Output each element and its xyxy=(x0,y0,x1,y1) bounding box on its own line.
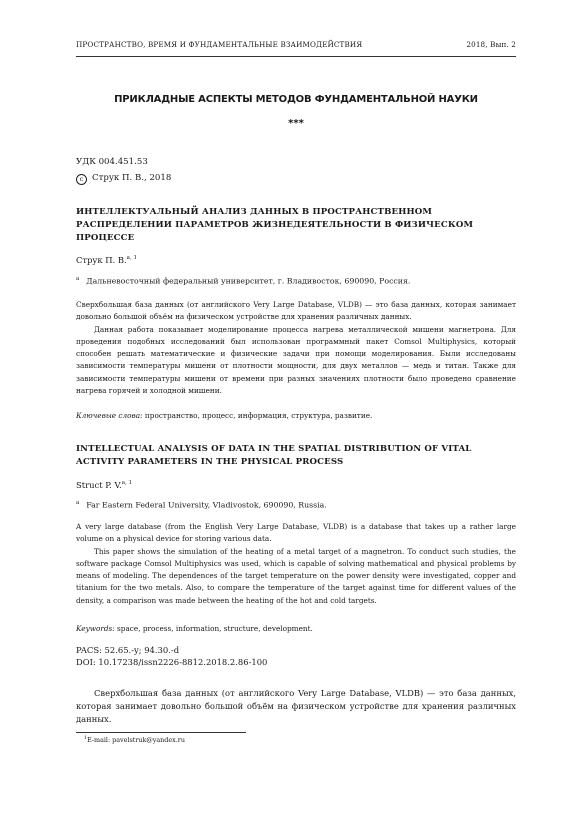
affil-text: Дальневосточный федеральный университет, г. Владивосток, 690090, Россия. xyxy=(86,276,411,286)
keywords-ru xyxy=(76,411,516,420)
running-header xyxy=(76,40,516,52)
author-name: Struct P. V. xyxy=(76,480,122,490)
keywords-label: Ключевые слова: xyxy=(76,411,143,420)
copyright-text: Струк П. В., 2018 xyxy=(92,173,172,183)
author-name: Струк П. В. xyxy=(76,255,127,265)
author-affil-mark: a, 1 xyxy=(121,480,133,487)
abstract-ru xyxy=(76,299,516,397)
keywords-label: Keywords: xyxy=(76,624,115,633)
journal-title: ПРОСТРАНСТВО, ВРЕМЯ И ФУНДАМЕНТАЛЬНЫЕ ВЗАИМОДЕЙСТВИЯ xyxy=(76,40,363,49)
body-paragraph: Сверхбольшая база данных (от английского Very Large Database, VLDB) — это база данных, которая занимает довольно большой объём на физическом устройстве для хранения различных данных. xyxy=(76,688,516,725)
pacs-code: PACS: 52.65.-y; 94.30.-d xyxy=(76,645,180,655)
doi-code: DOI: 10.17238/issn2226-8812.2018.2.86-100 xyxy=(76,657,268,667)
affil-text: Far Eastern Federal University, Vladivostok, 690090, Russia. xyxy=(86,500,327,510)
footnote-mark: 1 xyxy=(84,736,88,741)
copyright-line xyxy=(76,173,171,185)
abstract-ru-p1: Сверхбольшая база данных (от английского Very Large Database, VLDB) — это база данных, которая занимает довольно большой объём на физическом устройстве для хранения различных данных. xyxy=(76,300,516,322)
section-separator: *** xyxy=(288,118,304,129)
abstract-en-p2: This paper shows the simulation of the heating of a metal target of a magnetron. To conduct such studies, the software package Comsol Multiphysics was used, which is capable of solving mathematical and physical problems by means of modeling. The dependences of the target temperature on the power density were investigated, copper and titanium for the two metals. Also, to compare the temperature of the target against time for different values of the density, a comparison was made between the heating of the hot and cold targets. xyxy=(76,546,516,605)
affil-mark: a xyxy=(76,500,80,506)
keywords-text: пространство, процесс, информация, структура, развитие. xyxy=(144,411,373,420)
article-title-en: INTELLECTUAL ANALYSIS OF DATA IN THE SPATIAL DISTRIBUTION OF VITAL ACTIVITY PARAMETERS IN THE PHYSICAL PROCESS xyxy=(76,444,472,467)
abstract-en xyxy=(76,521,516,607)
footnote xyxy=(84,736,185,744)
header-rule xyxy=(76,56,516,57)
article-identifiers xyxy=(76,644,267,668)
author-affil-mark: a, 1 xyxy=(126,255,137,262)
section-title: ПРИКЛАДНЫЕ АСПЕКТЫ МЕТОДОВ ФУНДАМЕНТАЛЬНОЙ НАУКИ xyxy=(114,94,478,105)
affiliation-en xyxy=(76,500,327,510)
keywords-text: space, process, information, structure, development. xyxy=(117,624,313,633)
footnote-rule xyxy=(76,732,246,733)
keywords-en xyxy=(76,624,516,633)
affiliation-ru xyxy=(76,276,410,286)
article-title-ru: ИНТЕЛЛЕКТУАЛЬНЫЙ АНАЛИЗ ДАННЫХ В ПРОСТРАНСТВЕННОМ РАСПРЕДЕЛЕНИИ ПАРАМЕТРОВ ЖИЗНЕДЕЯТЕЛЬНОСТИ В ФИЗИЧЕСКОМ ПРОЦЕССЕ xyxy=(76,207,474,243)
copyright-icon: c xyxy=(76,174,87,185)
affil-mark: a xyxy=(76,276,80,282)
issue-number: 2018, Вып. 2 xyxy=(466,40,516,49)
author-ru xyxy=(76,255,137,265)
abstract-ru-p2: Данная работа показывает моделирование процесса нагрева металлической мишени магнетрона. Для проведения подобных исследований был использован программный пакет Comsol Multiphysics, который способен решать математические и физические задачи при помощи моделирования. Были исследованы зависимости температуры мишени от плотности мощности, для двух металлов — медь и титан. Также для зависимости температуры мишени от времени при разных значениях плотности было проведено сравнение нагрева горячей и холодной мишени. xyxy=(76,324,516,396)
author-email: E-mail: pavelstruk@yandex.ru xyxy=(87,736,185,745)
udc-code: УДК 004.451.53 xyxy=(76,157,148,167)
author-en xyxy=(76,480,132,490)
abstract-en-p1: A very large database (from the English Very Large Database, VLDB) is a database that takes up a rather large volume on a physical device for storing various data. xyxy=(76,522,516,544)
